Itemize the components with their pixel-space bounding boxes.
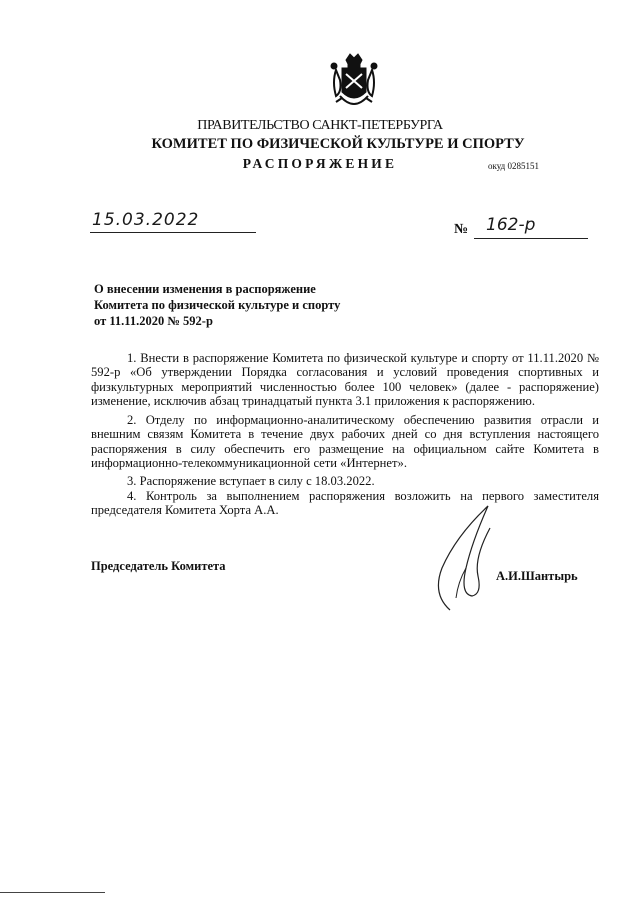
paragraph-4: 4. Контроль за выполнением распоряжения возложить на первого заместителя председателя Комитета Хорта А.А. — [91, 489, 599, 518]
document-date: 15.03.2022 — [92, 210, 200, 230]
footer-rule — [0, 892, 105, 893]
committee-title: КОМИТЕТ ПО ФИЗИЧЕСКОЙ КУЛЬТУРЕ И СПОРТУ — [151, 136, 525, 152]
okud-code: окуд 0285151 — [488, 161, 540, 171]
paragraph-2: 2. Отделу по информационно-аналитическому обеспечению развития отрасли и внешним связям Комитета в течение двух рабочих дней со дня вступления настоящего распоряжения в силу обеспечить его размещение на официальном сайте Комитета в информационно-телекоммуникационной сети «Интернет». — [91, 413, 599, 470]
paragraph-3: 3. Распоряжение вступает в силу с 18.03.2022. — [127, 474, 375, 488]
number-sign: № — [454, 222, 469, 237]
date-underline — [90, 232, 256, 233]
subject-line: Комитета по физической культуре и спорту — [94, 298, 341, 312]
government-title: ПРАВИТЕЛЬСТВО САНКТ-ПЕТЕРБУРГА — [197, 118, 443, 133]
coat-of-arms-icon — [328, 52, 380, 114]
document-number: 162-р — [486, 215, 536, 235]
paragraph-1: 1. Внести в распоряжение Комитета по физической культуре и спорту от 11.11.2020 № 592-р «Об утверждении Порядка согласования и условий проведения спортивных и физкультурных мероприятий численностью более 100 человек» (далее - распоряжение) изменение, исключив абзац тринадцатый пункта 3.1 приложения к распоряжению. — [91, 351, 599, 408]
subject-line: от 11.11.2020 № 592-р — [94, 314, 213, 328]
signatory-name: А.И.Шантырь — [496, 569, 578, 583]
subject-line: О внесении изменения в распоряжение — [94, 282, 316, 296]
document-subject — [94, 281, 394, 329]
signatory-position: Председатель Комитета — [91, 559, 226, 573]
handwritten-signature — [412, 498, 522, 616]
document-type: РАСПОРЯЖЕНИЕ — [242, 156, 398, 171]
number-underline — [474, 238, 588, 239]
